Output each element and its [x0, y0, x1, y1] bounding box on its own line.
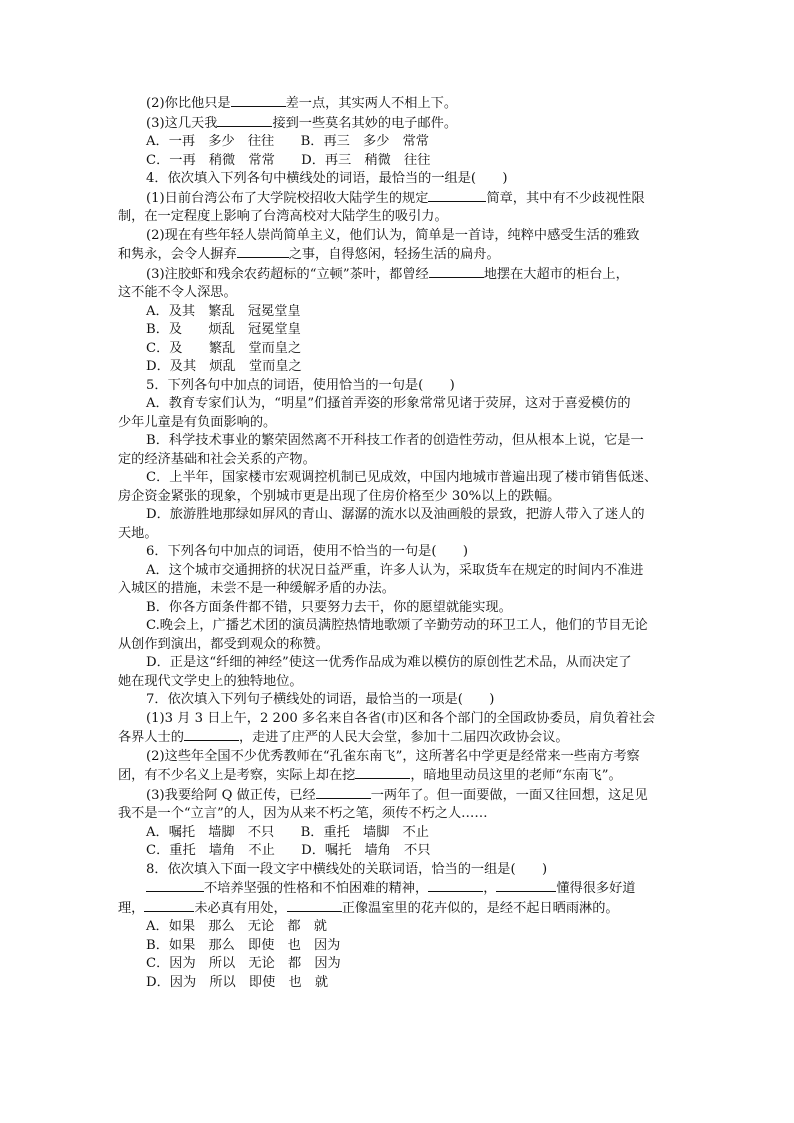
q7-options-ab: A．嘱托 墙脚 不只 B．重托 墙脚 不止 [146, 824, 429, 840]
q7-sentence-1-cont [118, 728, 678, 748]
blank-line [428, 189, 486, 202]
q8-option-a: A．如果 那么 无论 都 就 [146, 919, 327, 934]
q8-option-b: B．如果 那么 即使 也 因为 [146, 937, 341, 953]
q5-option-c-cont: 房企资金紧张的现象，个别城市更是出现了住房价格至少 30%以上的跌幅。 [118, 488, 561, 504]
blank-line [231, 94, 286, 107]
text: 之事，自得悠闲，轻扬生活的扁舟。 [288, 247, 500, 262]
q5-option-d: D．旅游胜地那绿如屏风的青山、潺潺的流水以及油画般的景致，把游人带入了迷人的 [146, 507, 645, 522]
q8-passage-line-2 [118, 899, 678, 919]
blank-line [496, 879, 556, 892]
q6-option-d: D．正是这“纤细的神经”使这一优秀作品成为难以模仿的原创性艺术品，从而决定了 [146, 655, 632, 670]
q5-option-a: A．教育专家们认为，“明星”们搔首弄姿的形象常常见诸于荧屏，这对于喜爱模仿的 [146, 396, 631, 411]
text: 各界人士的 [118, 730, 184, 745]
q3-options-cd: C．一再 稍微 常常 D．再三 稍微 往往 [146, 152, 431, 168]
blank-line [429, 265, 484, 278]
text: 团，有不少名义上是考察，实际上却在挖 [118, 768, 356, 783]
q4-option-c: C．及 繁乱 堂而皇之 [146, 340, 302, 356]
q8-option-d: D．因为 所以 即使 也 就 [146, 974, 329, 990]
q4-option-b: B．及 烦乱 冠冕堂皇 [146, 322, 301, 337]
text: 一两年了。但一面要做，一面又往回想，这足见 [370, 787, 648, 803]
q7-sentence-1: (1)3 月 3 日上午，2 200 多名来自各省(市)区和各个部门的全国政协委员，肩负着社会 [146, 710, 656, 726]
text: 懂得很多好道 [556, 881, 636, 896]
q4-sentence-3 [118, 265, 678, 285]
q6-option-d-cont: 她在现代文学史上的独特地位。 [118, 673, 303, 689]
q8-stem: 8．依次填入下面一段文字中横线处的关联词语，恰当的一组是( ) [146, 861, 548, 877]
q5-option-b-cont: 定的经济基础和社会关系的产物。 [118, 451, 316, 467]
q3-options-ab: A．一再 多少 往往 B．再三 多少 常常 [146, 134, 429, 149]
q5-option-c: C．上半年，国家楼市宏观调控机制已见成效，中国内地城市普遍出现了楼市销售低迷、 [146, 470, 658, 485]
text: 差一点，其实两人不相上下。 [285, 96, 458, 111]
q7-sentence-2: (2)这些年全国不少优秀教师在“孔雀东南飞”，这所著名中学更是经常来一些南方考察 [146, 748, 640, 764]
text: 不培养坚强的性格和不怕困难的精神， [204, 881, 429, 896]
blank-line [355, 766, 410, 779]
q4-sentence-3-cont: 这不能不令人深思。 [118, 285, 237, 300]
text: ， [483, 881, 497, 896]
q5-stem: 5．下列各句中加点的词语，使用恰当的一句是( ) [146, 377, 455, 393]
q5-option-b: B．科学技术事业的繁荣固然离不开科技工作者的创造性劳动，但从根本上说，它是一 [146, 433, 644, 448]
blank-line [428, 879, 483, 892]
q6-option-c: C.晚会上，广播艺术团的演员满腔热情地歌颂了辛勤劳动的环卫工人，他们的节目无论 [146, 618, 648, 633]
q7-options-cd: C．重托 墙角 不止 D．嘱托 墙角 不只 [146, 843, 431, 858]
text: 接到一些莫名其妙的电子邮件。 [272, 115, 458, 131]
q6-option-a-cont: 入城区的措施，未尝不是一种缓解矛盾的办法。 [118, 581, 395, 596]
q8-option-c: C．因为 所以 无论 都 因为 [146, 956, 341, 971]
q6-stem: 6．下列各句中加点的词语，使用不恰当的一句是( ) [146, 544, 468, 559]
q4-option-a: A．及其 繁乱 冠冕堂皇 [146, 303, 301, 319]
text: 理， [118, 900, 145, 916]
exercise-page [118, 94, 678, 992]
q6-option-b: B．你各方面条件都不错，只要努力去干，你的愿望就能实现。 [146, 599, 512, 615]
q4-sentence-1 [118, 189, 678, 209]
text: 正像温室里的花卉似的，是经不起日晒雨淋的。 [341, 900, 619, 916]
q5-option-a-cont: 少年儿童是有负面影响的。 [118, 414, 277, 430]
q4-stem: 4．依次填入下列各句中横线处的词语，最恰当的一组是( ) [146, 171, 508, 186]
text: (3)这几天我 [146, 115, 218, 131]
q8-passage-line-1 [118, 879, 678, 899]
text: ，暗地里动员这里的老师“东南飞”。 [410, 768, 622, 783]
text: 和隽永，会令人摒弃 [118, 247, 237, 262]
blank-line [287, 899, 342, 912]
q4-sentence-2-cont [118, 245, 678, 265]
q6-option-a: A．这个城市交通拥挤的状况日益严重，许多人认为，采取货车在规定的时间内不准进 [146, 562, 644, 578]
text: (1)日前台湾公布了大学院校招收大陆学生的规定 [146, 190, 429, 206]
text: (3)我要给阿 Q 做正传，已经 [146, 787, 316, 803]
text: 未必真有用处， [194, 900, 287, 916]
blank-line [184, 728, 239, 741]
text: 地摆在大超市的柜台上， [483, 266, 629, 282]
text: (2)你比他只是 [146, 96, 231, 111]
q7-sentence-3 [118, 786, 678, 806]
q3-sentence-3 [118, 114, 678, 134]
blank-line [316, 786, 371, 799]
q6-option-c-cont: 从创作到演出，都受到观众的称赞。 [118, 636, 329, 652]
q4-sentence-2: (2)现在有些年轻人崇尚简单主义，他们认为，简单是一首诗，纯粹中感受生活的雅致 [146, 227, 640, 243]
q4-sentence-1-cont: 制，在一定程度上影响了台湾高校对大陆学生的吸引力。 [118, 209, 448, 224]
q7-stem: 7．依次填入下列句子横线处的词语，最恰当的一项是( ) [146, 692, 495, 707]
q7-sentence-3-cont: 我不是一个“立言”的人，因为从来不朽之笔，须传不朽之人…… [118, 806, 488, 821]
text: ，走进了庄严的人民大会堂，参加十二届四次政协会议。 [238, 730, 569, 745]
blank-line [217, 114, 272, 127]
q7-sentence-2-cont [118, 766, 678, 786]
q4-option-d: D．及其 烦乱 堂而皇之 [146, 359, 302, 374]
blank-line [144, 899, 194, 912]
blank-line [146, 879, 204, 892]
text: 简章，其中有不少歧视性限 [486, 190, 645, 206]
text: (3)注胶虾和残余农药超标的“立顿”茶叶，都曾经 [146, 266, 429, 282]
blank-line [237, 245, 289, 258]
q5-option-d-cont: 天地。 [118, 525, 158, 541]
q3-sentence-2 [118, 94, 678, 114]
